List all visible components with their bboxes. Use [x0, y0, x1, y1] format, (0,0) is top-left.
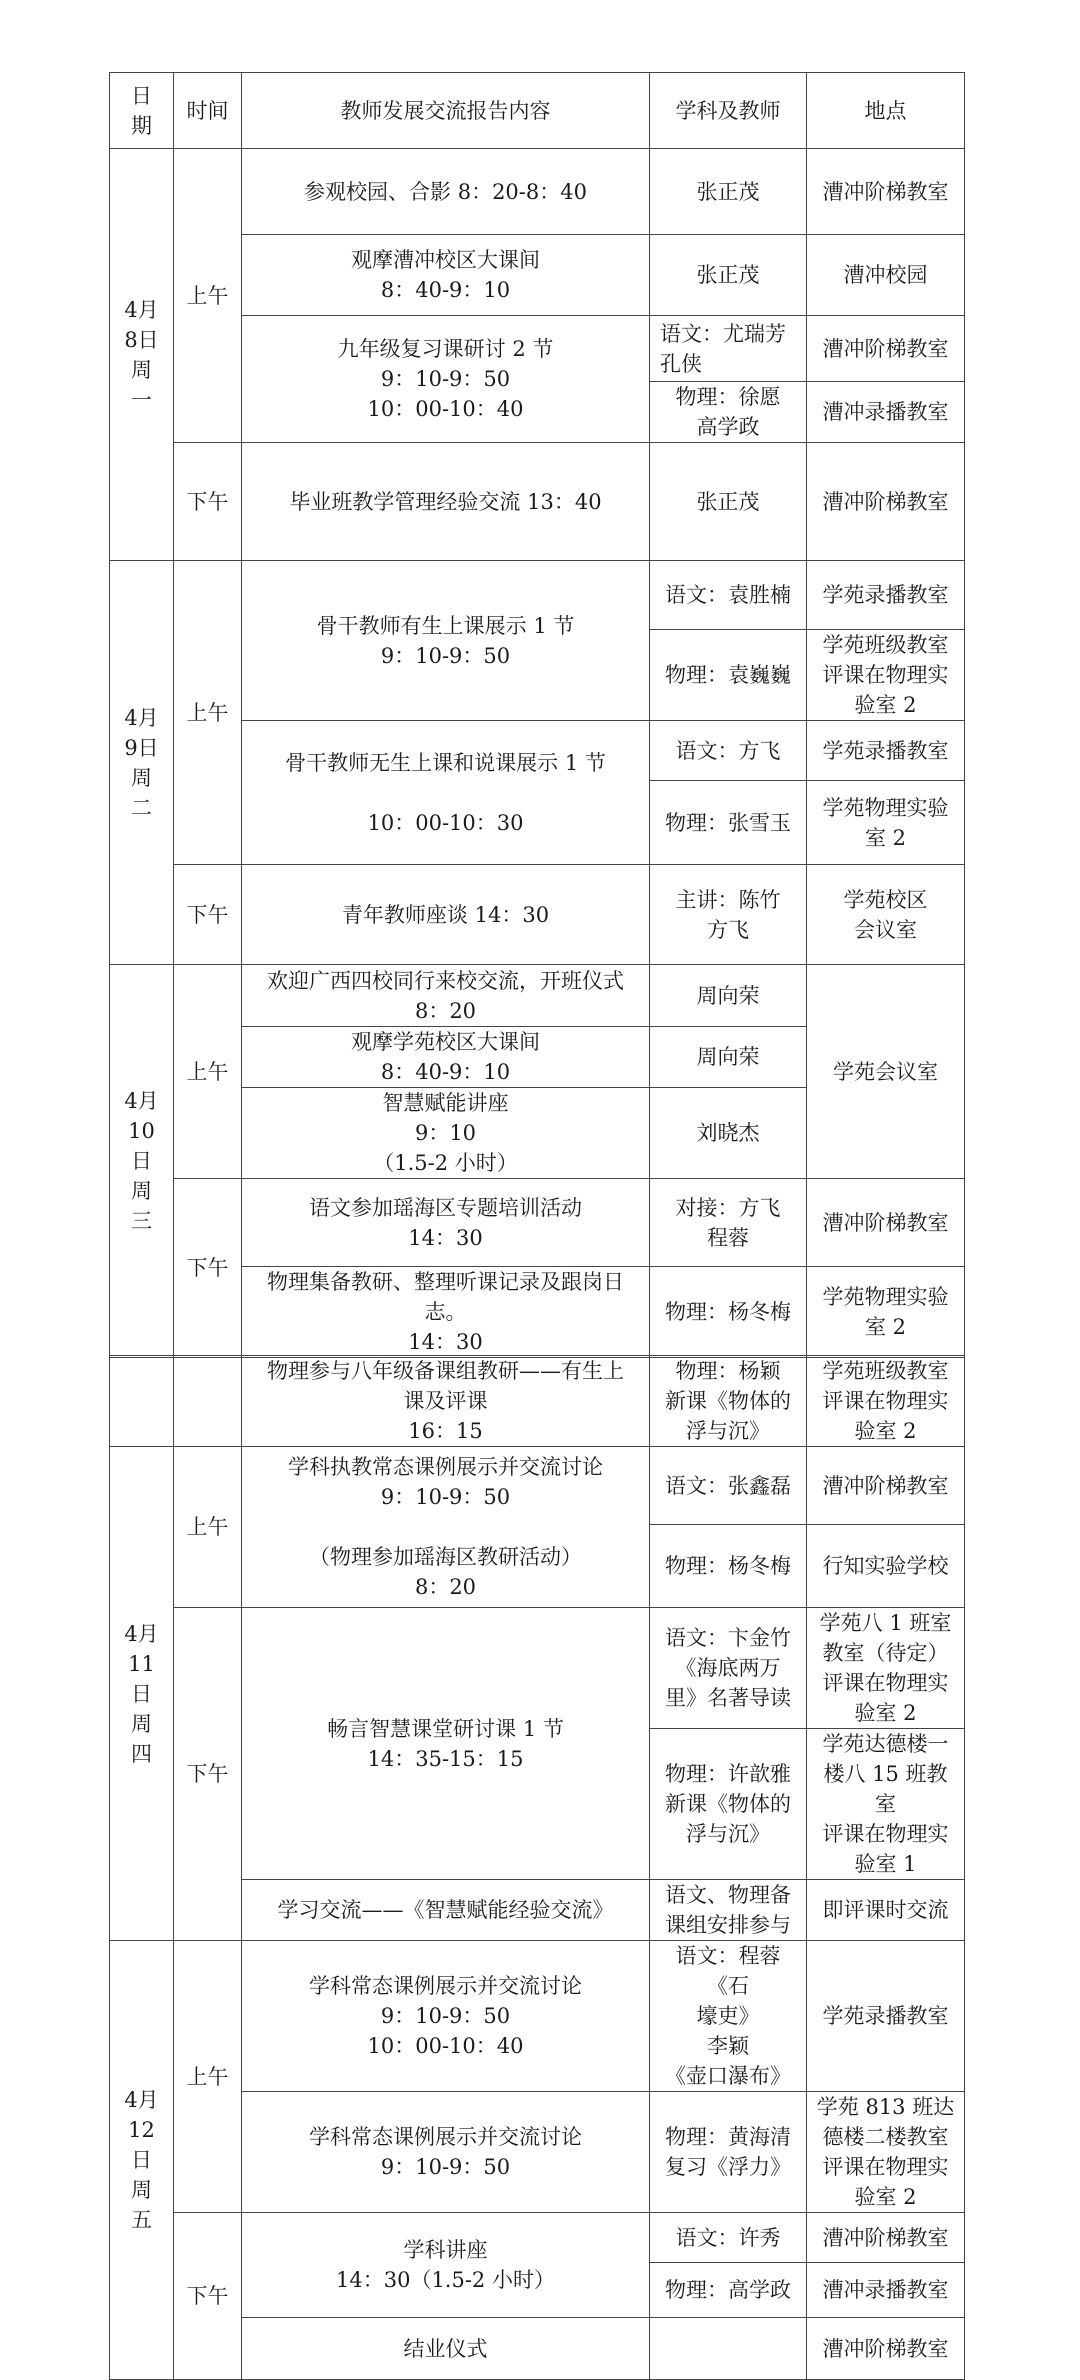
day-cell-apr12: 4月 12 日 周 五 [110, 1941, 174, 2380]
place-cell: 漕冲阶梯教室 [807, 443, 965, 561]
subject-cell [650, 2318, 807, 2380]
header-place: 地点 [807, 73, 965, 149]
subject-cell: 物理：杨冬梅 [650, 1267, 807, 1358]
content-cell: 物理参与八年级备课组教研——有生上 课及评课 16：15 [242, 1356, 650, 1447]
subject-cell: 张正茂 [650, 235, 807, 316]
content-cell: 毕业班教学管理经验交流 13：40 [242, 443, 650, 561]
table-row [110, 1941, 965, 2092]
header-date: 日 期 [110, 73, 174, 149]
period-morning: 上午 [174, 1941, 242, 2213]
table-row [110, 2213, 965, 2263]
place-cell: 学苑 813 班达 德楼二楼教室 评课在物理实 验室 2 [807, 2092, 965, 2213]
content-cell: 九年级复习课研讨 2 节 9：10-9：50 10：00-10：40 [242, 316, 650, 443]
content-cell: 骨干教师无生上课和说课展示 1 节 10：00-10：30 [242, 721, 650, 865]
content-cell: 结业仪式 [242, 2318, 650, 2380]
place-cell: 学苑录播教室 [807, 561, 965, 630]
place-cell: 漕冲录播教室 [807, 2263, 965, 2318]
place-cell: 学苑班级教室 评课在物理实 验室 2 [807, 630, 965, 721]
content-cell: 智慧赋能讲座 9：10 （1.5-2 小时） [242, 1088, 650, 1179]
content-cell: 学习交流——《智慧赋能经验交流》 [242, 1880, 650, 1941]
content-cell: 语文参加瑶海区专题培训活动 14：30 [242, 1179, 650, 1267]
period-afternoon: 下午 [174, 1179, 242, 1358]
subject-cell: 刘晓杰 [650, 1088, 807, 1179]
subject-cell: 张正茂 [650, 443, 807, 561]
place-cell: 漕冲阶梯教室 [807, 2213, 965, 2263]
subject-cell: 物理：许歆雅 新课《物体的 浮与沉》 [650, 1729, 807, 1880]
content-cell: 畅言智慧课堂研讨课 1 节 14：35-15：15 [242, 1608, 650, 1880]
day-cell-apr8: 4月 8日 周 一 [110, 149, 174, 561]
subject-cell: 语文：卞金竹 《海底两万 里》名著导读 [650, 1608, 807, 1729]
subject-cell: 语文：袁胜楠 [650, 561, 807, 630]
period-afternoon: 下午 [174, 1608, 242, 1941]
header-content: 教师发展交流报告内容 [242, 73, 650, 149]
subject-cell: 语文：许秀 [650, 2213, 807, 2263]
subject-cell: 周向荣 [650, 1027, 807, 1088]
period-morning: 上午 [174, 965, 242, 1179]
schedule-table-1 [109, 72, 965, 1358]
period-afternoon: 下午 [174, 2213, 242, 2380]
subject-cell: 主讲：陈竹 方飞 [650, 865, 807, 965]
subject-cell: 物理：杨颖 新课《物体的 浮与沉》 [650, 1356, 807, 1447]
content-cell: 物理集备教研、整理听课记录及跟岗日 志。 14：30 [242, 1267, 650, 1358]
header-time: 时间 [174, 73, 242, 149]
period-morning: 上午 [174, 1447, 242, 1608]
place-cell: 学苑物理实验 室 2 [807, 781, 965, 865]
place-cell: 学苑录播教室 [807, 721, 965, 781]
subject-cell: 语文：方飞 [650, 721, 807, 781]
content-cell: 学科执教常态课例展示并交流讨论 9：10-9：50 （物理参加瑶海区教研活动） 8：20 [242, 1447, 650, 1608]
schedule-table-2 [109, 1355, 965, 2380]
table-row [110, 1608, 965, 1729]
subject-cell: 语文：张鑫磊 [650, 1447, 807, 1525]
subject-cell: 物理：黄海清 复习《浮力》 [650, 2092, 807, 2213]
place-cell: 漕冲阶梯教室 [807, 316, 965, 382]
table-row [110, 443, 965, 561]
subject-cell: 物理：徐愿 高学政 [650, 382, 807, 443]
place-cell: 学苑录播教室 [807, 1941, 965, 2092]
place-cell: 漕冲阶梯教室 [807, 1447, 965, 1525]
content-cell: 学科常态课例展示并交流讨论 9：10-9：50 10：00-10：40 [242, 1941, 650, 2092]
place-cell: 漕冲录播教室 [807, 382, 965, 443]
subject-cell: 对接：方飞 程蓉 [650, 1179, 807, 1267]
table-row [110, 965, 965, 1027]
place-cell: 学苑八 1 班室 教室（待定） 评课在物理实 验室 2 [807, 1608, 965, 1729]
place-cell: 学苑校区 会议室 [807, 865, 965, 965]
table-row [110, 865, 965, 965]
content-cell: 观摩漕冲校区大课间 8：40-9：10 [242, 235, 650, 316]
content-cell: 观摩学苑校区大课间 8：40-9：10 [242, 1027, 650, 1088]
place-cell: 学苑会议室 [807, 965, 965, 1179]
table-row [110, 1179, 965, 1267]
place-cell: 学苑班级教室 评课在物理实 验室 2 [807, 1356, 965, 1447]
content-cell: 参观校园、合影 8：20-8：40 [242, 149, 650, 235]
period-morning: 上午 [174, 561, 242, 865]
table-row [110, 1447, 965, 1525]
place-cell: 漕冲校园 [807, 235, 965, 316]
place-cell: 即评课时交流 [807, 1880, 965, 1941]
place-cell: 学苑物理实验 室 2 [807, 1267, 965, 1358]
place-cell: 行知实验学校 [807, 1525, 965, 1608]
subject-cell: 物理：杨冬梅 [650, 1525, 807, 1608]
content-cell: 青年教师座谈 14：30 [242, 865, 650, 965]
period-morning: 上午 [174, 149, 242, 443]
content-cell: 学科常态课例展示并交流讨论 9：10-9：50 [242, 2092, 650, 2213]
subject-cell: 张正茂 [650, 149, 807, 235]
place-cell: 学苑达德楼一 楼八 15 班教室 评课在物理实 验室 1 [807, 1729, 965, 1880]
place-cell: 漕冲阶梯教室 [807, 1179, 965, 1267]
header-row [110, 73, 965, 149]
table-row [110, 561, 965, 630]
period-afternoon: 下午 [174, 443, 242, 561]
day-cell-apr10: 4月 10 日 周 三 [110, 965, 174, 1358]
content-cell: 学科讲座 14：30（1.5-2 小时） [242, 2213, 650, 2318]
table-row [110, 149, 965, 235]
period-afternoon: 下午 [174, 865, 242, 965]
table-row [110, 1356, 965, 1447]
subject-cell: 语文：尤瑞芳 孔侠 [650, 316, 807, 382]
subject-cell: 物理：高学政 [650, 2263, 807, 2318]
content-cell: 骨干教师有生上课展示 1 节 9：10-9：50 [242, 561, 650, 721]
period-cell-continued [174, 1356, 242, 1447]
place-cell: 漕冲阶梯教室 [807, 2318, 965, 2380]
subject-cell: 语文：程蓉《石 壕吏》 李颖 《壶口瀑布》 [650, 1941, 807, 2092]
subject-cell: 物理：袁巍巍 [650, 630, 807, 721]
subject-cell: 周向荣 [650, 965, 807, 1027]
content-cell: 欢迎广西四校同行来校交流，开班仪式 8：20 [242, 965, 650, 1027]
day-cell-continued [110, 1356, 174, 1447]
subject-cell: 语文、物理备 课组安排参与 [650, 1880, 807, 1941]
place-cell: 漕冲阶梯教室 [807, 149, 965, 235]
subject-cell: 物理：张雪玉 [650, 781, 807, 865]
day-cell-apr9: 4月 9日 周 二 [110, 561, 174, 965]
day-cell-apr11: 4月 11 日 周 四 [110, 1447, 174, 1941]
header-subject: 学科及教师 [650, 73, 807, 149]
